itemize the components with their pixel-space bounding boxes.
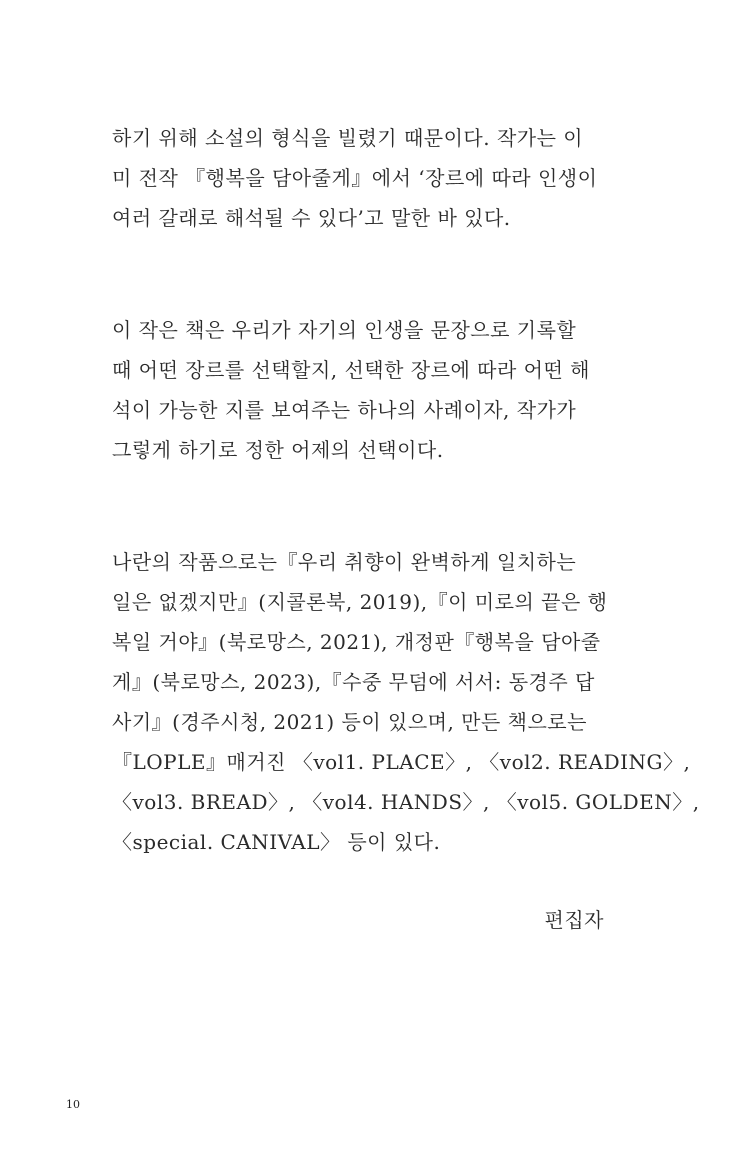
paragraph-3 <box>112 542 700 862</box>
text-line: 일은 없겠지만』(지콜론북, 2019),『이 미로의 끝은 행 <box>112 590 608 614</box>
text-line: 그렇게 하기로 정한 어제의 선택이다. <box>112 438 444 462</box>
text-line: 하기 위해 소설의 형식을 빌렸기 때문이다. 작가는 이 <box>112 126 584 150</box>
paragraph-1 <box>112 118 604 238</box>
text-line: 여러 갈래로 해석될 수 있다’고 말한 바 있다. <box>112 206 511 230</box>
text-line: 〈vol3. BREAD〉, 〈vol4. HANDS〉, 〈vol5. GOLDEN〉, <box>112 790 700 814</box>
text-line: 석이 가능한 지를 보여주는 하나의 사례이자, 작가가 <box>112 398 577 422</box>
text-line: 사기』(경주시청, 2021) 등이 있으며, 만든 책으로는 <box>112 710 587 734</box>
text-line: 게』(북로망스, 2023),『수중 무덤에 서서: 동경주 답 <box>112 670 595 694</box>
body-text <box>112 118 700 862</box>
text-line: 미 전작 『행복을 담아줄게』에서 ‘장르에 따라 인생이 <box>112 166 598 190</box>
text-line: 때 어떤 장르를 선택할지, 선택한 장르에 따라 어떤 해 <box>112 358 590 382</box>
text-line: 복일 거야』(북로망스, 2021), 개정판『행복을 담아줄 <box>112 630 601 654</box>
text-line: 나란의 작품으로는『우리 취향이 완벽하게 일치하는 <box>112 550 577 574</box>
text-line: 『LOPLE』매거진 〈vol1. PLACE〉, 〈vol2. READING〉, <box>112 750 691 774</box>
text-line: 〈special. CANIVAL〉 등이 있다. <box>112 830 441 854</box>
signature: 편집자 <box>544 908 604 932</box>
page-number: 10 <box>66 1098 80 1111</box>
paragraph-2 <box>112 310 604 470</box>
text-line: 이 작은 책은 우리가 자기의 인생을 문장으로 기록할 <box>112 318 577 342</box>
